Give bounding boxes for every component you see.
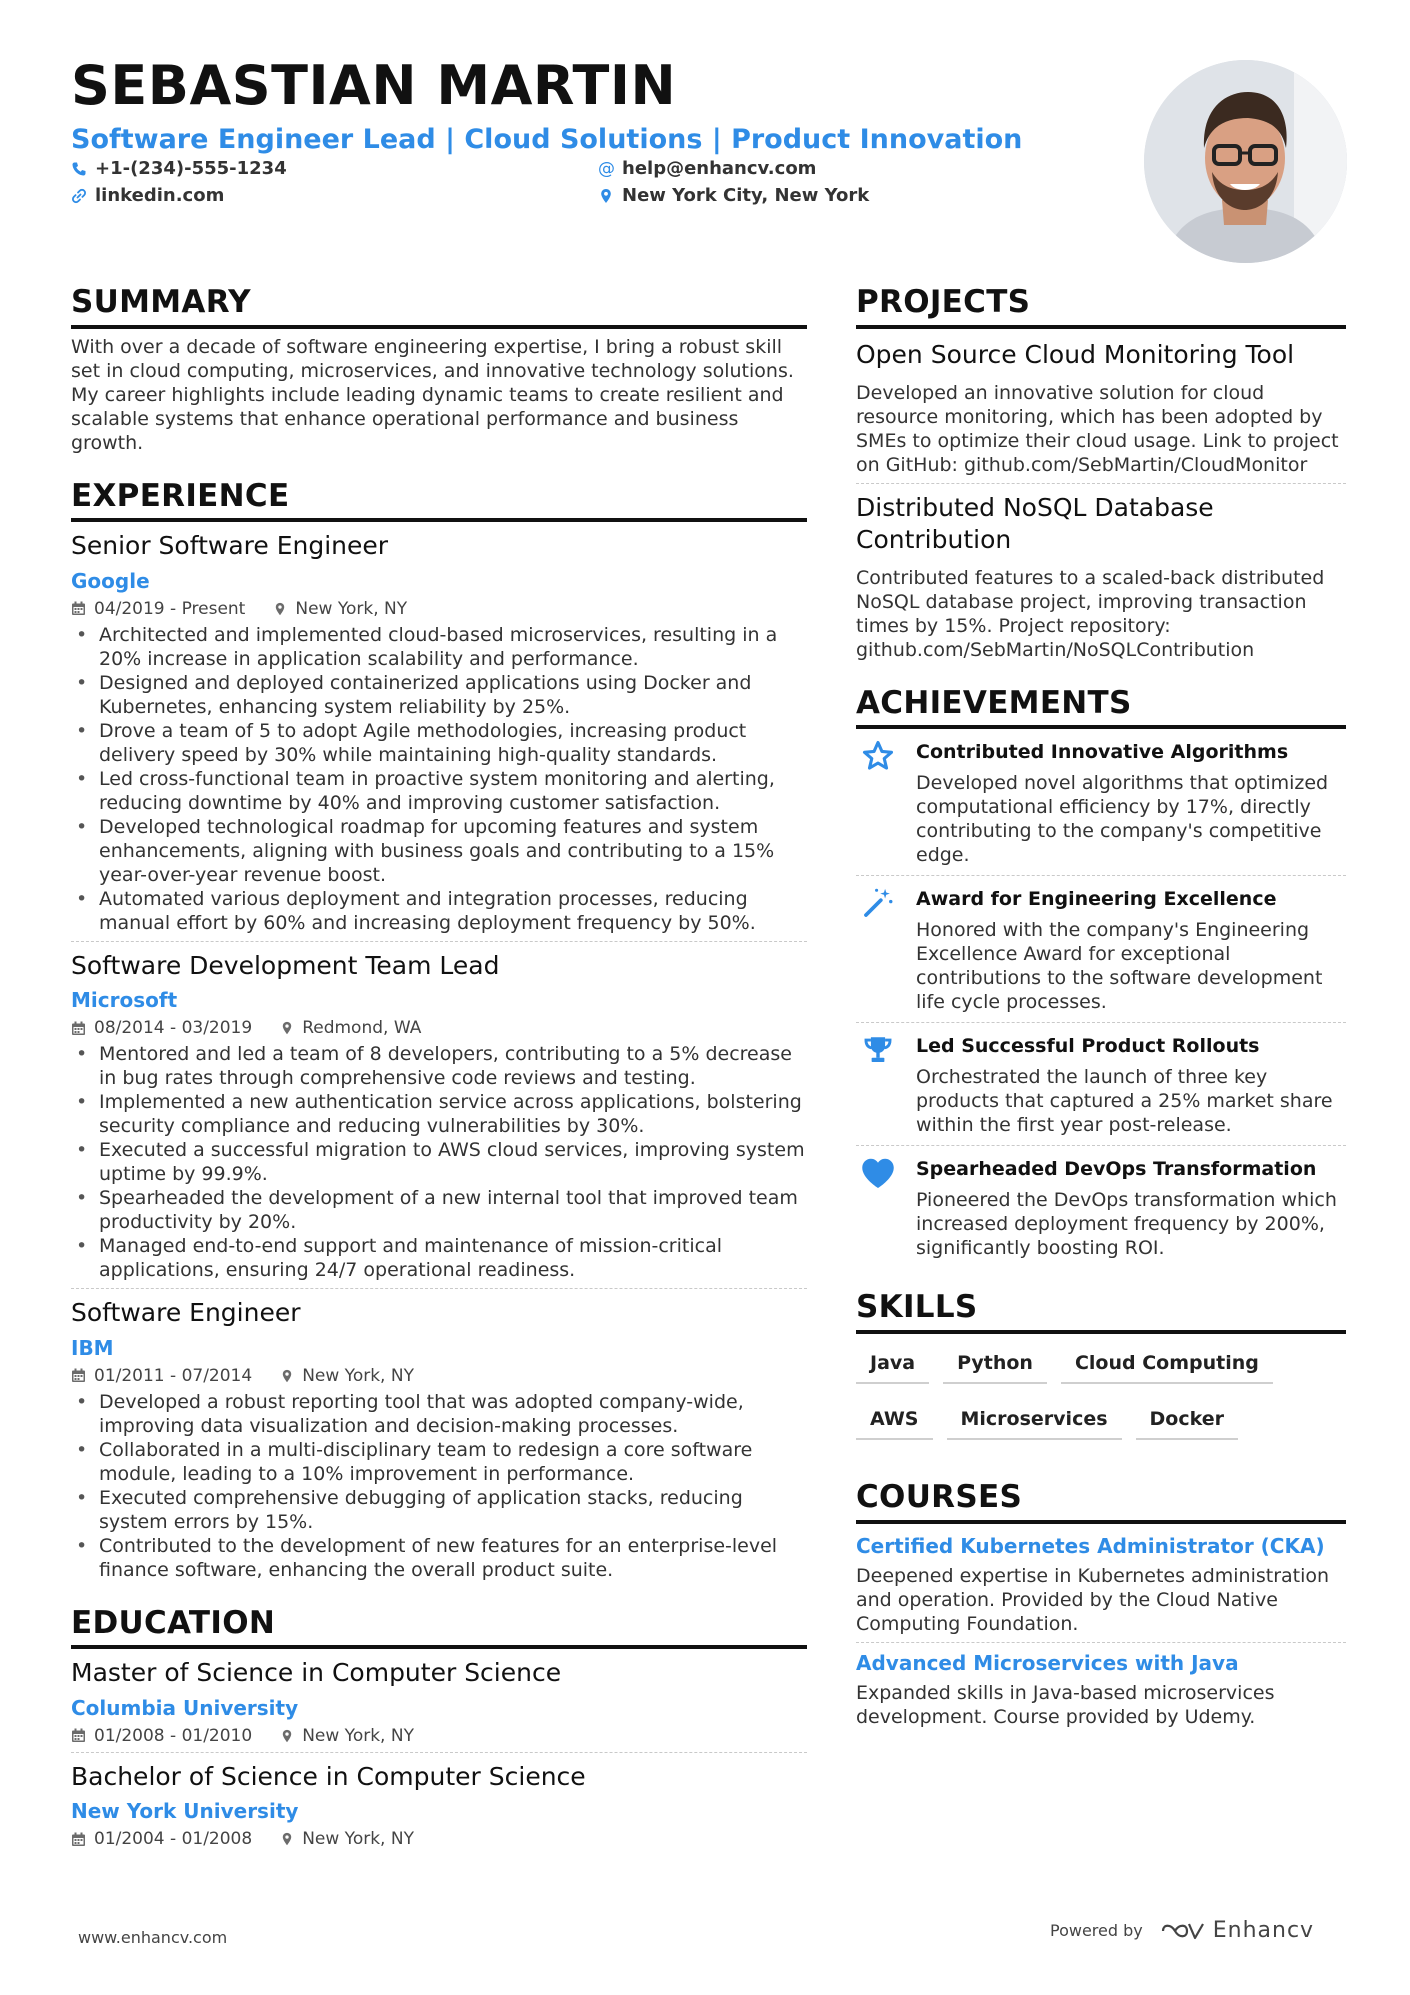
job-meta bbox=[71, 1366, 807, 1386]
bullet-item: • Developed a robust reporting tool that was adopted company-wide, improving data visualization and decision-making processes. bbox=[71, 1390, 807, 1438]
phone-text: +1-(234)-555-1234 bbox=[95, 158, 287, 179]
profile-photo bbox=[1144, 60, 1347, 263]
project-entry bbox=[856, 339, 1346, 484]
education-location bbox=[280, 1726, 414, 1746]
summary-heading: SUMMARY bbox=[71, 285, 807, 329]
achievement-title: Award for Engineering Excellence bbox=[916, 888, 1277, 911]
calendar-icon bbox=[71, 1832, 86, 1847]
course-title: Advanced Microservices with Java bbox=[856, 1650, 1239, 1675]
education-degree: Master of Science in Computer Science bbox=[71, 1658, 562, 1688]
link-icon bbox=[71, 188, 87, 204]
calendar-icon bbox=[71, 601, 86, 616]
skills-section bbox=[856, 1290, 1346, 1456]
star-icon bbox=[861, 739, 895, 773]
project-title: Distributed NoSQL Database Contribution bbox=[856, 492, 1214, 554]
skill-tag: Java bbox=[856, 1344, 929, 1384]
divider bbox=[856, 483, 1346, 484]
divider bbox=[71, 941, 807, 942]
skills-heading: SKILLS bbox=[856, 1290, 1346, 1334]
skill-tag: Microservices bbox=[947, 1400, 1122, 1440]
bullet-item: • Spearheaded the development of a new internal tool that improved team productivity by 20%. bbox=[71, 1186, 807, 1234]
achievements-heading: ACHIEVEMENTS bbox=[856, 686, 1346, 730]
bullet-item: • Automated various deployment and integration processes, reducing manual effort by 60% and increasing deployment frequency by 50%. bbox=[71, 887, 807, 935]
course-desc: Expanded skills in Java-based microservices development. Course provided by Udemy. bbox=[856, 1681, 1275, 1728]
education-dates bbox=[71, 1726, 252, 1746]
right-column bbox=[856, 285, 1346, 1753]
education-dates-text: 01/2008 - 01/2010 bbox=[94, 1725, 253, 1746]
job-bullets bbox=[71, 1390, 807, 1582]
powered-by-text: Powered by bbox=[1050, 1921, 1143, 1940]
job-role: Software Development Team Lead bbox=[71, 950, 500, 980]
location-pin-icon bbox=[280, 1831, 294, 1847]
job-location-text: New York, NY bbox=[302, 1365, 414, 1386]
footer-branding bbox=[1050, 1918, 1314, 1943]
education-dates-text: 01/2004 - 01/2008 bbox=[94, 1829, 253, 1850]
job-location-text: New York, NY bbox=[295, 598, 408, 619]
calendar-icon bbox=[71, 1368, 86, 1383]
bullet-item: • Led cross-functional team in proactive system monitoring and alerting, reducing downtime by 40% and improving customer satisfaction. bbox=[71, 767, 807, 815]
courses-heading: COURSES bbox=[856, 1480, 1346, 1524]
bullet-item: • Executed a successful migration to AWS cloud services, improving system uptime by 99.9%. bbox=[71, 1138, 807, 1186]
bullet-item: • Managed end-to-end support and maintenance of mission-critical applications, ensuring 24/7 operational readiness. bbox=[71, 1234, 807, 1282]
contact-phone bbox=[71, 158, 287, 179]
divider bbox=[71, 1752, 807, 1753]
trophy-icon bbox=[861, 1033, 895, 1067]
skills-list bbox=[856, 1344, 1346, 1456]
divider bbox=[856, 1642, 1346, 1643]
skill-tag: AWS bbox=[856, 1400, 933, 1440]
job-dates-text: 08/2014 - 03/2019 bbox=[94, 1018, 253, 1039]
achievement-item bbox=[856, 876, 1346, 1020]
job-meta bbox=[71, 599, 807, 619]
education-meta bbox=[71, 1829, 807, 1849]
phone-icon bbox=[71, 161, 87, 177]
projects-section bbox=[856, 285, 1346, 662]
bullet-item: • Drove a team of 5 to adopt Agile methodologies, increasing product delivery speed by 30% while maintaining high-quality standards. bbox=[71, 719, 807, 767]
location-pin-icon bbox=[273, 601, 287, 617]
education-entry bbox=[71, 1761, 807, 1850]
bullet-item: • Collaborated in a multi-disciplinary team to redesign a core software module, leading to a 10% improvement in performance. bbox=[71, 1438, 807, 1486]
job-location bbox=[280, 1018, 421, 1038]
skill-tag: Docker bbox=[1136, 1400, 1238, 1440]
achievement-desc: Developed novel algorithms that optimized computational efficiency by 17%, directly contributing to the company's competitive edge. bbox=[916, 772, 1329, 867]
footer-website[interactable]: www.enhancv.com bbox=[78, 1928, 228, 1947]
education-meta bbox=[71, 1726, 807, 1746]
achievement-desc: Orchestrated the launch of three key products that captured a 25% market share within the first year post-release. bbox=[916, 1066, 1333, 1137]
job-entry bbox=[71, 950, 807, 1290]
education-location-text: New York, NY bbox=[302, 1725, 414, 1746]
bullet-item: • Architected and implemented cloud-based microservices, resulting in a 20% increase in application scalability and performance. bbox=[71, 623, 807, 671]
course-desc: Deepened expertise in Kubernetes administration and operation. Provided by the Cloud Native Computing Foundation. bbox=[856, 1564, 1330, 1635]
summary-section bbox=[71, 285, 807, 455]
experience-section bbox=[71, 479, 807, 1582]
courses-section bbox=[856, 1480, 1346, 1729]
left-column bbox=[71, 285, 807, 1873]
heart-icon bbox=[860, 1156, 896, 1190]
location-text: New York City, New York bbox=[622, 185, 870, 206]
profile-portrait-illustration bbox=[1144, 60, 1347, 263]
contact-email[interactable] bbox=[598, 158, 816, 179]
bullet-item: • Mentored and led a team of 8 developers, contributing to a 5% decrease in bug rates through comprehensive code reviews and testing. bbox=[71, 1042, 807, 1090]
achievement-title: Spearheaded DevOps Transformation bbox=[916, 1158, 1317, 1181]
project-title: Open Source Cloud Monitoring Tool bbox=[856, 339, 1295, 369]
job-dates bbox=[71, 1018, 252, 1038]
job-company: IBM bbox=[71, 1335, 114, 1360]
job-role: Software Engineer bbox=[71, 1298, 301, 1328]
location-pin-icon bbox=[280, 1368, 294, 1384]
bullet-item: • Implemented a new authentication service across applications, bolstering security compliance and reducing vulnerabilities by 30%. bbox=[71, 1090, 807, 1138]
location-pin-icon bbox=[598, 188, 614, 204]
job-role: Senior Software Engineer bbox=[71, 531, 389, 561]
at-icon: @ bbox=[598, 158, 615, 179]
achievement-title: Led Successful Product Rollouts bbox=[916, 1035, 1260, 1058]
education-degree: Bachelor of Science in Computer Science bbox=[71, 1761, 586, 1791]
achievement-title: Contributed Innovative Algorithms bbox=[916, 741, 1289, 764]
experience-heading: EXPERIENCE bbox=[71, 479, 807, 523]
projects-heading: PROJECTS bbox=[856, 285, 1346, 329]
achievement-desc: Honored with the company's Engineering Excellence Award for exceptional contributions to the software development life cycle processes. bbox=[916, 919, 1323, 1014]
job-meta bbox=[71, 1018, 807, 1038]
job-company: Google bbox=[71, 568, 150, 593]
education-school: New York University bbox=[71, 1799, 299, 1824]
education-location-text: New York, NY bbox=[302, 1829, 414, 1850]
candidate-title: Software Engineer Lead | Cloud Solutions | Product Innovation bbox=[71, 124, 1023, 155]
achievements-section bbox=[856, 686, 1346, 1267]
course-entry bbox=[856, 1534, 1346, 1643]
education-location bbox=[280, 1829, 414, 1849]
location-pin-icon bbox=[280, 1020, 294, 1036]
course-title: Certified Kubernetes Administrator (CKA) bbox=[856, 1533, 1325, 1558]
job-dates bbox=[71, 599, 245, 619]
job-dates-text: 01/2011 - 07/2014 bbox=[94, 1365, 253, 1386]
summary-text: With over a decade of software engineering expertise, I bring a robust skill set in cloud computing, microservices, and innovative technology solutions. My career highlights include leading dynamic teams to create resilient and scalable systems that enhance operational performance and business growth. bbox=[71, 335, 794, 454]
calendar-icon bbox=[71, 1021, 86, 1036]
bullet-item: • Executed comprehensive debugging of application stacks, reducing system errors by 15%. bbox=[71, 1486, 807, 1534]
candidate-name: SEBASTIAN MARTIN bbox=[71, 54, 677, 117]
location-pin-icon bbox=[280, 1728, 294, 1744]
education-school: Columbia University bbox=[71, 1695, 299, 1720]
job-dates-text: 04/2019 - Present bbox=[94, 598, 246, 619]
linkedin-text[interactable]: linkedin.com bbox=[95, 185, 225, 206]
education-heading: EDUCATION bbox=[71, 1606, 807, 1650]
achievement-item bbox=[856, 1023, 1346, 1143]
education-dates bbox=[71, 1829, 252, 1849]
email-text[interactable]: help@enhancv.com bbox=[622, 158, 817, 179]
bullet-item: • Developed technological roadmap for upcoming features and system enhancements, aligning with business goals and contributing to a 15% year-over-year revenue boost. bbox=[71, 815, 807, 887]
course-entry bbox=[856, 1651, 1346, 1729]
job-entry bbox=[71, 1297, 807, 1582]
skill-tag: Python bbox=[943, 1344, 1047, 1384]
job-bullets bbox=[71, 623, 807, 935]
project-entry bbox=[856, 492, 1346, 662]
job-entry bbox=[71, 530, 807, 942]
education-entry bbox=[71, 1657, 807, 1753]
education-section bbox=[71, 1606, 807, 1850]
job-location bbox=[273, 599, 407, 619]
skill-tag: Cloud Computing bbox=[1061, 1344, 1273, 1384]
bullet-item: • Contributed to the development of new features for an enterprise-level finance software, enhancing the overall product suite. bbox=[71, 1534, 807, 1582]
enhancv-logo-icon bbox=[1161, 1919, 1205, 1943]
bullet-item: • Designed and deployed containerized applications using Docker and Kubernetes, enhancing system reliability by 25%. bbox=[71, 671, 807, 719]
contact-location bbox=[598, 185, 869, 206]
enhancv-logo[interactable] bbox=[1161, 1918, 1314, 1943]
achievement-item bbox=[856, 729, 1346, 873]
job-bullets bbox=[71, 1042, 807, 1282]
achievement-desc: Pioneered the DevOps transformation which increased deployment frequency by 200%, significantly boosting ROI. bbox=[916, 1189, 1337, 1260]
job-company: Microsoft bbox=[71, 988, 178, 1013]
job-location-text: Redmond, WA bbox=[302, 1018, 422, 1039]
contact-linkedin[interactable] bbox=[71, 185, 224, 206]
achievement-item bbox=[856, 1146, 1346, 1266]
magic-wand-icon bbox=[861, 886, 895, 920]
project-desc: Contributed features to a scaled-back distributed NoSQL database project, improving transaction times by 15%. Project repository: github.com/SebMartin/NoSQLContribution bbox=[856, 566, 1325, 661]
calendar-icon bbox=[71, 1728, 86, 1743]
divider bbox=[71, 1288, 807, 1289]
job-dates bbox=[71, 1366, 252, 1386]
project-desc: Developed an innovative solution for cloud resource monitoring, which has been adopted by SMEs to optimize their cloud usage. Link to project on GitHub: github.com/SebMartin/CloudMonitor bbox=[856, 381, 1339, 476]
brand-text: Enhancv bbox=[1212, 1918, 1315, 1943]
job-location bbox=[280, 1366, 414, 1386]
